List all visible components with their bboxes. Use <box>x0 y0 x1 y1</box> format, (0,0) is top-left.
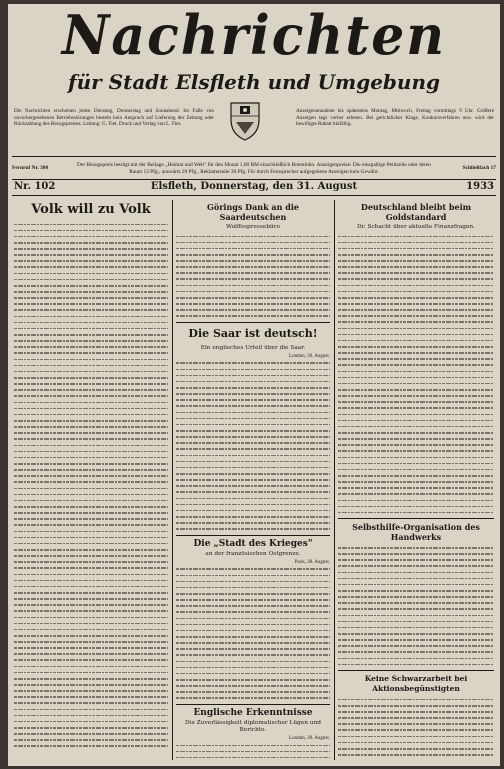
publication-info: Die Nachrichten erscheinen jeden Dienstag, Donnerstag und Sonnabend. Im Falle von unvorhergesehenen Betriebsstörungen besteht kein Anspruch auf Lieferung der Zeitung oder Rückzahlung des Bezugspreises. Leitung: G. Fiet. Druck und Verlag von L. Fiet. <box>14 108 214 128</box>
article-body <box>176 360 330 532</box>
column-middle <box>176 200 330 760</box>
column-right <box>338 200 494 760</box>
article-body <box>176 566 330 701</box>
text-line <box>176 313 330 319</box>
article-body <box>176 742 330 760</box>
headline-goldstandard: Deutschland bleibt beim Goldstandard <box>360 202 472 222</box>
subheadline: an der französischen Ostgrenze. <box>205 550 301 557</box>
coat-of-arms-icon <box>228 100 262 142</box>
masthead-subtitle: für Stadt Elsfleth und Umgebung <box>68 70 440 94</box>
phone-number: Fernruf Nr. 300 <box>12 165 49 171</box>
text-line <box>176 754 330 760</box>
text-line <box>176 526 330 532</box>
article-separator <box>176 535 330 536</box>
dateline-london: London, 30. August. <box>289 736 330 741</box>
article-separator <box>176 704 330 705</box>
headline-handwerk: Selbsthilfe-Organisation des Handwerks <box>352 522 480 543</box>
column-divider <box>334 200 335 760</box>
header-rule <box>12 156 496 157</box>
headline-schwarzarbeit: Keine Schwarzarbeit bei Aktionsbegünstigten <box>364 674 468 694</box>
dateline-paris: Paris, 30. August. <box>294 559 330 565</box>
dateline <box>12 180 496 194</box>
headline-englische-erkenntnisse: Englische Erkenntnisse <box>193 708 313 718</box>
headline-goering: Görings Dank an die Saardeutschen <box>207 202 299 222</box>
article-separator <box>338 518 494 519</box>
article-separator <box>338 670 494 671</box>
text-line <box>338 509 494 515</box>
price-info: Der Bezugspreis beträgt mit der Beilage „Heimat und Welt" für den Monat 1,00 RM einschließlich Botenlohn. Anzeigenpreise: Die einspaltige Petitzeile oder deren Raum 13 Pfg., auswärts 20 Pfg., Reklamezeile 30 Pfg. Für durch Fernsprecher aufgegebene Anzeigen kein Gewähr. <box>77 162 431 175</box>
text-line <box>14 743 168 749</box>
subheadline: Wolffsspressebüro <box>226 224 280 230</box>
dateline-london: London, 30. August. <box>289 353 330 359</box>
headline-saar: Die Saar ist deutsch! <box>188 326 318 340</box>
dateline-rule-bottom <box>12 195 496 196</box>
headline-stadt-des-krieges: Die „Stadt des Krieges" <box>193 538 313 549</box>
mailbox-number: Schließfach 17 <box>462 165 496 171</box>
text-line <box>338 661 494 667</box>
article-separator <box>176 322 330 323</box>
subheadline: Die Zuverlässigkeit diplomatischer Lügen und Berichte. <box>184 720 322 733</box>
article-body <box>176 233 330 319</box>
column-divider <box>172 200 173 760</box>
issue-number: Nr. 102 <box>14 181 56 192</box>
newspaper-page <box>8 4 500 766</box>
subheadline: Ein englisches Urteil über die Saar. <box>200 344 306 351</box>
text-line <box>176 695 330 701</box>
article-body <box>14 221 168 749</box>
masthead-title: Nachrichten <box>61 4 447 68</box>
article-body <box>338 544 494 667</box>
column-left <box>14 200 168 760</box>
issue-year: 1933 <box>466 181 494 192</box>
headline-volk: Volk will zu Volk <box>31 202 151 217</box>
issue-date: Elsfleth, Donnerstag, den 31. August <box>150 181 358 192</box>
advertising-info: Anzeigenannahme bis spätestens Montag, Mittwoch, Freitag vormittags 9 Uhr. Größere Anzeigen tags vorher erbeten. Bei gerichtlicher Klage, Konkursverfahren usw. wird der bewilligte Rabatt hinfällig. <box>296 108 494 128</box>
article-body <box>338 696 494 760</box>
article-body <box>338 233 494 515</box>
text-line <box>338 758 494 760</box>
subheadline: Dr. Schacht über aktuelle Finanzfragen. <box>357 224 475 230</box>
